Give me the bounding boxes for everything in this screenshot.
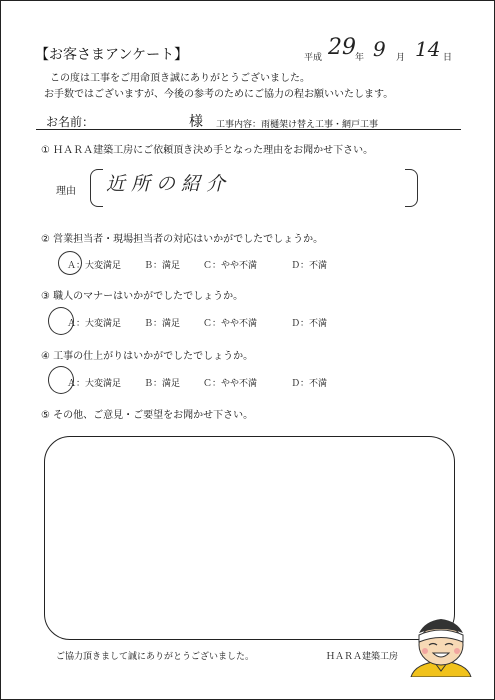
footer-company: ＨＡＲＡ建築工房 xyxy=(326,652,399,662)
footer-thanks: ご協力頂きまして誠にありがとうございました。 xyxy=(56,652,255,662)
q2-option-c[interactable]: Ｃ：やや不満 xyxy=(203,261,258,271)
q4-selected-circle xyxy=(48,366,74,394)
month-label: 月 xyxy=(396,53,406,63)
q2-option-d[interactable]: Ｄ：不満 xyxy=(291,261,328,271)
question-5: ⑤ その他、ご意見・ご要望をお聞かせ下さい。 xyxy=(41,410,254,421)
question-4: ④ 工事の仕上がりはいかがでしたでしょうか。 xyxy=(41,351,254,362)
question-1: ① ＨＡＲＡ建築工房にご依頼頂き決め手となった理由をお聞かせ下さい。 xyxy=(41,145,374,156)
comment-box[interactable] xyxy=(44,436,455,640)
q4-option-d[interactable]: Ｄ：不満 xyxy=(291,379,328,389)
work-value: 雨樋架け替え工事・網戸工事 xyxy=(261,120,379,130)
name-underline xyxy=(36,129,461,130)
q4-option-b[interactable]: Ｂ：満足 xyxy=(144,379,181,389)
reason-label: 理由 xyxy=(56,186,76,197)
q3-selected-circle xyxy=(48,307,74,335)
month-handwritten: 9 xyxy=(373,37,386,61)
name-label: お名前： xyxy=(46,115,95,129)
year-handwritten: 29 xyxy=(328,35,356,60)
day-label: 日 xyxy=(443,53,453,63)
question-3: ③ 職人のマナーはいかがでしたでしょうか。 xyxy=(41,291,244,302)
reason-answer: 近所の紹介 xyxy=(106,173,232,195)
sama-label: 様 xyxy=(189,114,203,130)
q4-option-c[interactable]: Ｃ：やや不満 xyxy=(203,379,258,389)
work-label: 工事内容： xyxy=(216,120,262,130)
day-handwritten: 14 xyxy=(415,37,441,61)
q2-option-a[interactable]: Ａ：大変満足 xyxy=(67,261,122,271)
reason-right-bracket xyxy=(405,169,418,207)
reason-left-bracket xyxy=(90,169,103,207)
intro-line-1: この度は工事をご用命頂き誠にありがとうございました。 xyxy=(50,73,310,84)
q3-option-b[interactable]: Ｂ：満足 xyxy=(144,319,181,329)
q3-option-c[interactable]: Ｃ：やや不満 xyxy=(203,319,258,329)
survey-title: 【お客さまアンケート】 xyxy=(35,47,189,63)
q3-option-d[interactable]: Ｄ：不満 xyxy=(291,319,328,329)
era-label: 平成 xyxy=(304,53,323,63)
q4-option-a[interactable]: Ａ：大変満足 xyxy=(67,379,122,389)
q2-selected-circle xyxy=(58,251,82,275)
mascot-illustration xyxy=(405,605,477,677)
year-label: 年 xyxy=(355,53,365,63)
q3-option-a[interactable]: Ａ：大変満足 xyxy=(67,319,122,329)
intro-line-2: お手数ではございますが、今後の参考のためにご協力の程お願いいたします。 xyxy=(44,89,394,100)
question-2: ② 営業担当者・現場担当者の対応はいかがでしたでしょうか。 xyxy=(41,234,324,245)
q2-option-b[interactable]: Ｂ：満足 xyxy=(144,261,181,271)
